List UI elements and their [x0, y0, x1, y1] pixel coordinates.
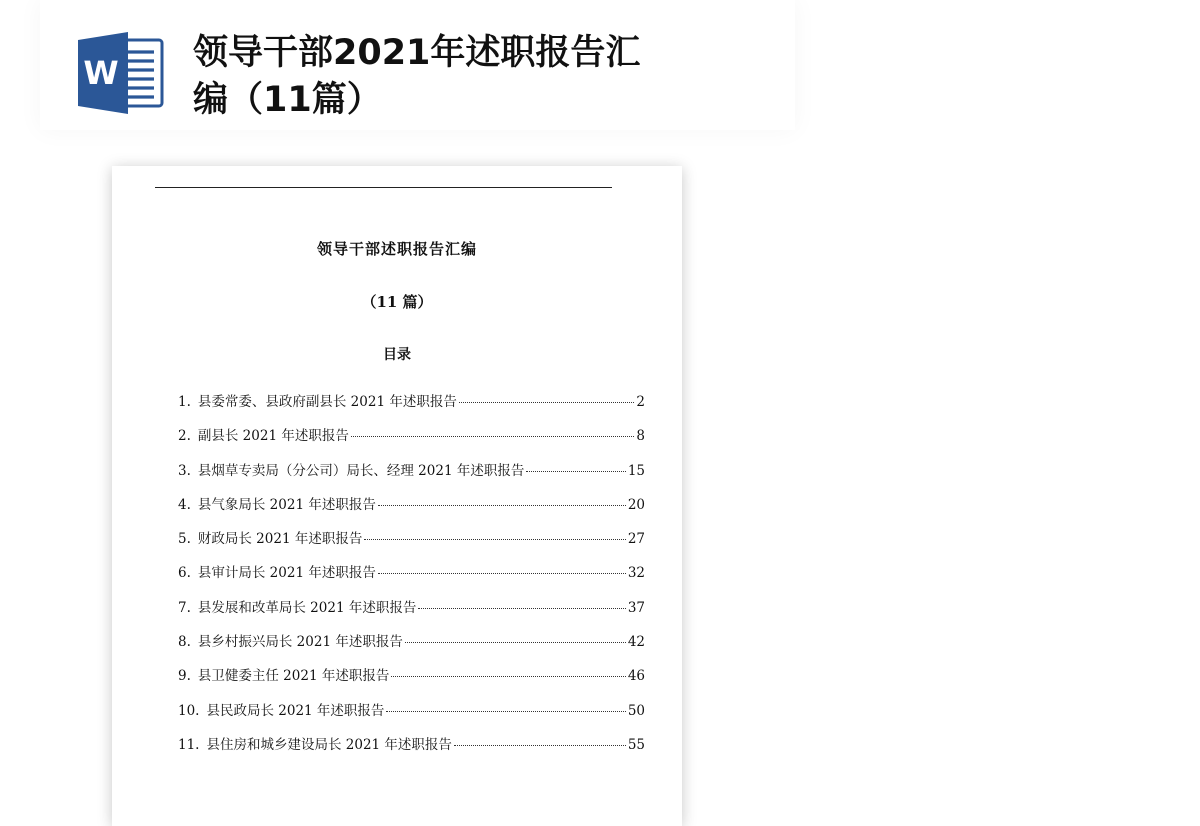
toc-leader-dots	[418, 608, 625, 609]
toc-item-number: 11.	[178, 736, 200, 753]
toc-item[interactable]	[178, 493, 645, 527]
toc-leader-dots	[378, 505, 626, 506]
toc-item[interactable]	[178, 459, 645, 493]
toc-item-title: 县住房和城乡建设局长 2021 年述职报告	[206, 736, 452, 753]
page-header-rule	[155, 187, 612, 188]
toc-item-page: 8	[636, 428, 645, 445]
word-icon	[76, 32, 166, 114]
toc-leader-dots	[351, 436, 635, 437]
toc-heading: 目录	[383, 347, 411, 363]
toc-item-page: 37	[627, 599, 645, 616]
toc-item[interactable]	[178, 630, 645, 664]
toc-item[interactable]	[178, 527, 645, 561]
toc-item[interactable]	[178, 733, 645, 767]
toc-leader-dots	[526, 471, 625, 472]
toc-leader-dots	[378, 573, 626, 574]
toc-item-number: 6.	[178, 565, 191, 582]
toc-item-title: 财政局长 2021 年述职报告	[197, 531, 363, 548]
toc-item-page: 20	[627, 496, 645, 513]
toc-item-title: 县委常委、县政府副县长 2021 年述职报告	[197, 394, 457, 410]
toc-item-page: 15	[627, 462, 645, 479]
toc-item-page: 42	[627, 634, 645, 651]
toc-leader-dots	[386, 711, 625, 712]
toc-leader-dots	[364, 539, 625, 540]
toc-item-page: 50	[627, 702, 645, 719]
toc-item-number: 2.	[178, 428, 191, 445]
toc-item-title: 县审计局长 2021 年述职报告	[197, 565, 376, 582]
toc-item-title: 县卫健委主任 2021 年述职报告	[197, 668, 390, 685]
toc-item-number: 4.	[178, 496, 191, 513]
toc-item-page: 55	[627, 736, 645, 753]
toc-item-title: 副县长 2021 年述职报告	[197, 428, 349, 445]
toc-item[interactable]	[178, 390, 645, 424]
page-subheading: （11 篇）	[361, 293, 433, 311]
toc-item[interactable]	[178, 596, 645, 630]
toc-item-title: 县发展和改革局长 2021 年述职报告	[197, 599, 417, 616]
table-of-contents	[178, 390, 645, 767]
toc-leader-dots	[454, 745, 626, 746]
word-icon-letter: W	[83, 54, 119, 92]
document-page	[112, 166, 682, 826]
toc-item-number: 9.	[178, 668, 191, 685]
toc-item[interactable]	[178, 664, 645, 698]
toc-item-number: 5.	[178, 531, 191, 548]
toc-item[interactable]	[178, 699, 645, 733]
toc-item-page: 2	[636, 394, 645, 410]
toc-item-number: 7.	[178, 599, 191, 616]
toc-item-page: 46	[627, 668, 645, 685]
toc-leader-dots	[405, 642, 626, 643]
toc-leader-dots	[459, 402, 635, 403]
toc-item-number: 10.	[178, 702, 200, 719]
toc-item[interactable]	[178, 424, 645, 458]
toc-item-page: 27	[627, 531, 645, 548]
document-title: 领导干部2021年述职报告汇编（11篇）	[193, 33, 641, 120]
toc-item[interactable]	[178, 561, 645, 595]
toc-item-number: 1.	[178, 394, 191, 410]
toc-item-number: 3.	[178, 462, 191, 479]
toc-item-title: 县烟草专卖局（分公司）局长、经理 2021 年述职报告	[197, 462, 525, 479]
toc-item-title: 县乡村振兴局长 2021 年述职报告	[197, 634, 403, 651]
toc-item-page: 32	[627, 565, 645, 582]
toc-leader-dots	[391, 676, 625, 677]
toc-item-number: 8.	[178, 634, 191, 651]
toc-item-title: 县民政局长 2021 年述职报告	[206, 702, 385, 719]
toc-item-title: 县气象局长 2021 年述职报告	[197, 496, 376, 513]
page-heading: 领导干部述职报告汇编	[316, 240, 477, 258]
